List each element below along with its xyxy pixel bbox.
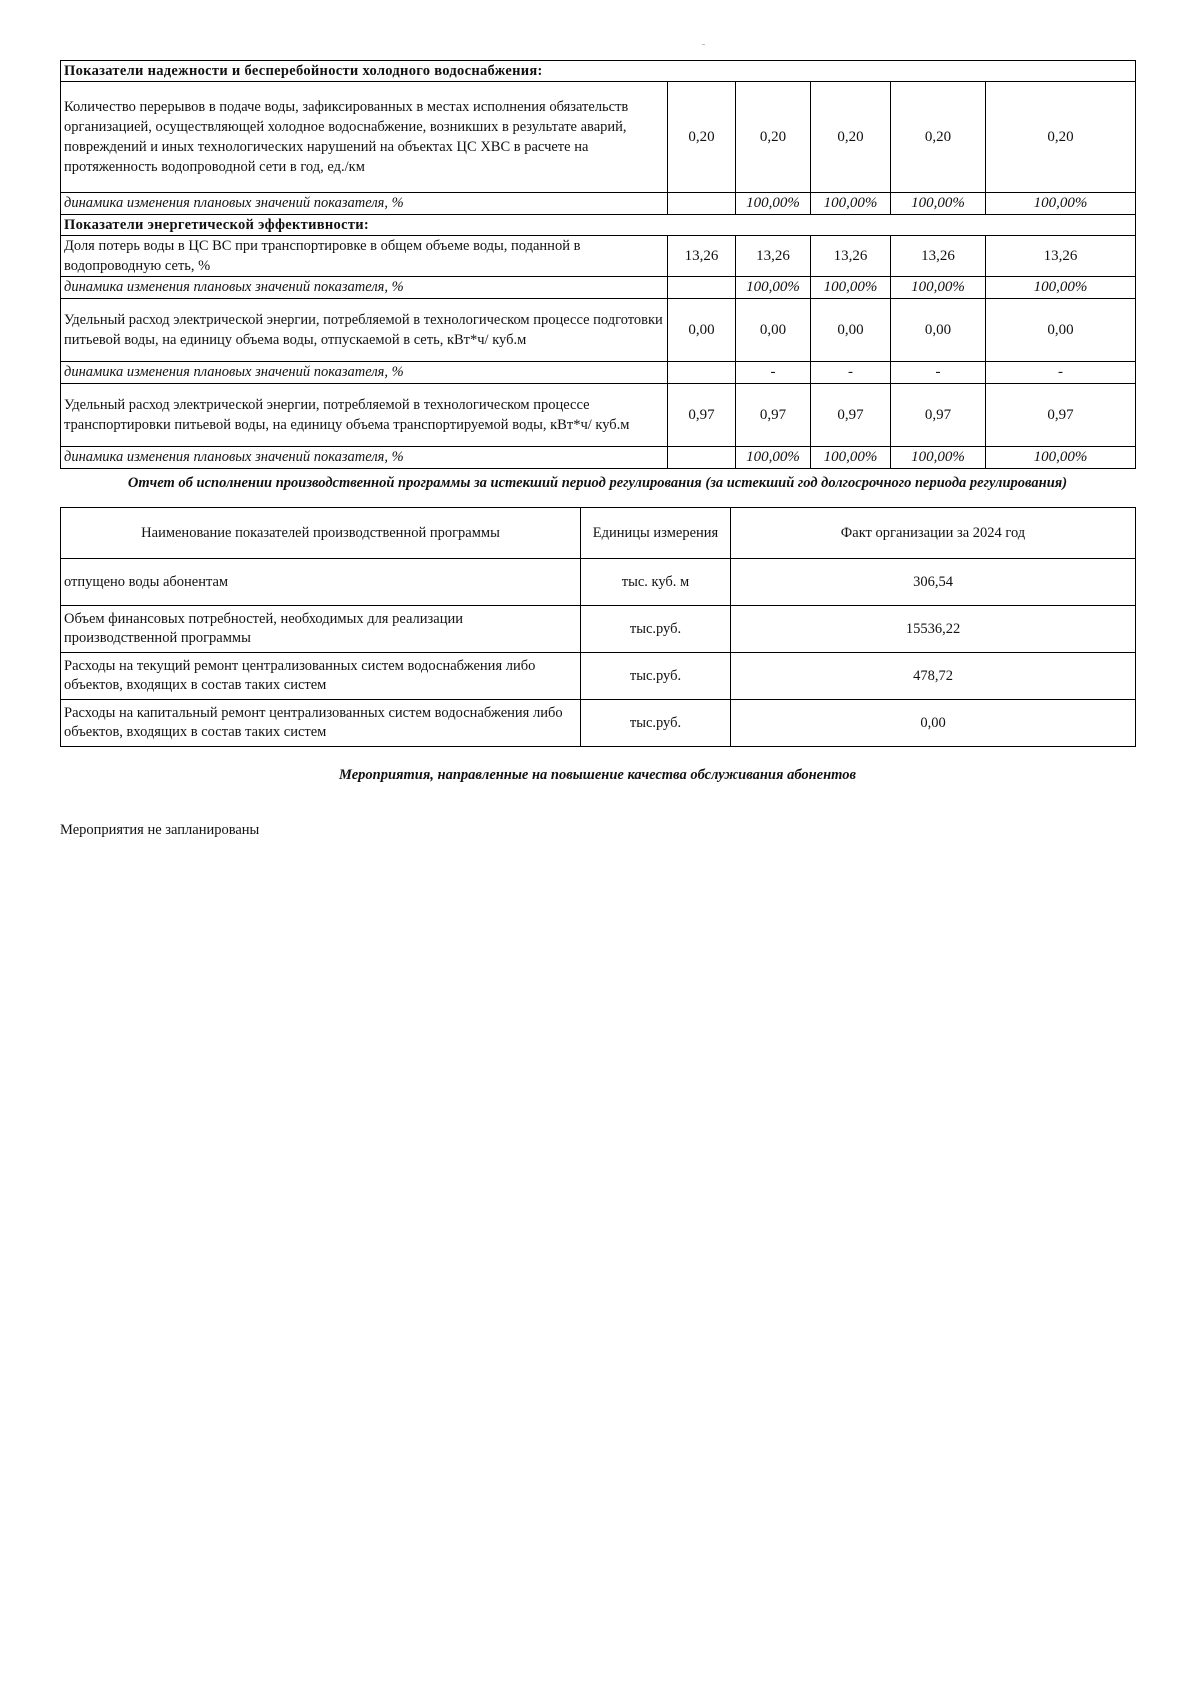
indicator-value: 0,20 [736,82,811,193]
column-header-indicator: Наименование показателей производственной программы [61,508,581,559]
table-row [61,653,1136,700]
dynamics-row [61,193,1136,215]
dynamics-value: 100,00% [986,193,1136,215]
row-unit: тыс.руб. [581,606,731,653]
dynamics-label: динамика изменения плановых значений показателя, % [61,362,668,384]
dynamics-value: 100,00% [811,277,891,299]
dynamics-value: - [891,362,986,384]
measures-text: Мероприятия не запланированы [60,822,260,838]
dynamics-row [61,447,1136,469]
dynamics-value: 100,00% [811,193,891,215]
indicator-value: 0,97 [891,384,986,447]
indicator-value: 0,00 [811,299,891,362]
section-title-reliability: Показатели надежности и бесперебойности холодного водоснабжения: [61,61,1136,82]
dynamics-value [668,362,736,384]
dynamics-row [61,362,1136,384]
section-row-energy [61,215,1136,236]
row-label: Объем финансовых потребностей, необходимых для реализации производственной программы [61,606,581,653]
indicator-value: 13,26 [811,236,891,277]
row-unit: тыс. куб. м [581,559,731,606]
row-label: Расходы на текущий ремонт централизованных систем водоснабжения либо объектов, входящих в состав таких систем [61,653,581,700]
indicator-value: 0,97 [811,384,891,447]
indicator-value: 0,20 [811,82,891,193]
dynamics-value: 100,00% [986,277,1136,299]
dynamics-value [668,193,736,215]
dynamics-value: 100,00% [891,447,986,469]
indicator-value: 13,26 [668,236,736,277]
indicator-label: Доля потерь воды в ЦС ВС при транспортировке в общем объеме воды, поданной в водопроводную сеть, % [61,236,668,277]
dynamics-label: динамика изменения плановых значений показателя, % [61,447,668,469]
column-header-fact: Факт организации за 2024 год [731,508,1136,559]
indicator-value: 13,26 [736,236,811,277]
indicator-row-energy-transport [61,384,1136,447]
indicator-value: 0,97 [736,384,811,447]
indicator-value: 0,00 [736,299,811,362]
table-row [61,559,1136,606]
dynamics-value: - [811,362,891,384]
dynamics-value: 100,00% [736,193,811,215]
row-value: 15536,22 [731,606,1136,653]
row-value: 306,54 [731,559,1136,606]
indicator-value: 0,20 [891,82,986,193]
indicator-value: 0,00 [668,299,736,362]
report-heading: Отчет об исполнении производственной программы за истекший период регулирования (за истекший год долгосрочного периода регулирования) [127,475,1068,491]
indicator-value: 13,26 [986,236,1136,277]
table-header-row [61,508,1136,559]
dynamics-row [61,277,1136,299]
indicator-value: 0,97 [986,384,1136,447]
row-unit: тыс.руб. [581,700,731,747]
dynamics-value: 100,00% [986,447,1136,469]
row-value: 478,72 [731,653,1136,700]
dynamics-value: 100,00% [891,193,986,215]
row-unit: тыс.руб. [581,653,731,700]
indicator-value: 0,97 [668,384,736,447]
table-row [61,606,1136,653]
row-value: 0,00 [731,700,1136,747]
row-label: отпущено воды абонентам [61,559,581,606]
dynamics-value [668,277,736,299]
production-program-table [60,507,1136,747]
dynamics-label: динамика изменения плановых значений показателя, % [61,193,668,215]
dynamics-value: 100,00% [811,447,891,469]
indicator-label: Количество перерывов в подаче воды, зафиксированных в местах исполнения обязательств организацией, осуществляющей холодное водоснабжение, возникших в результате аварий, повреждений и иных технологических нарушений на объектах ЦС ХВС в расчете на протяженность водопроводной сети в год, ед./км [61,82,668,193]
column-header-unit: Единицы измерения [581,508,731,559]
indicator-value: 0,20 [668,82,736,193]
dynamics-value: 100,00% [891,277,986,299]
table-row [61,700,1136,747]
dynamics-value: 100,00% [736,447,811,469]
indicators-table [60,60,1136,469]
indicator-row-water-losses [61,236,1136,277]
dynamics-value [668,447,736,469]
measures-heading: Мероприятия, направленные на повышение качества обслуживания абонентов [339,767,856,783]
section-row-reliability [61,61,1136,82]
indicator-value: 0,20 [986,82,1136,193]
indicator-row-interruptions [61,82,1136,193]
dynamics-value: - [986,362,1136,384]
dynamics-value: 100,00% [736,277,811,299]
indicator-label: Удельный расход электрической энергии, потребляемой в технологическом процессе подготовки питьевой воды, на единицу объема воды, отпускаемой в сеть, кВт*ч/ куб.м [61,299,668,362]
dynamics-label: динамика изменения плановых значений показателя, % [61,277,668,299]
indicator-value: 0,00 [986,299,1136,362]
document-page [60,60,1135,839]
scan-artifact [702,44,705,45]
indicator-row-energy-preparation [61,299,1136,362]
indicator-value: 13,26 [891,236,986,277]
dynamics-value: - [736,362,811,384]
row-label: Расходы на капитальный ремонт централизованных систем водоснабжения либо объектов, входящих в состав таких систем [61,700,581,747]
section-title-energy: Показатели энергетической эффективности: [61,215,1136,236]
indicator-value: 0,00 [891,299,986,362]
indicator-label: Удельный расход электрической энергии, потребляемой в технологическом процессе транспортировки питьевой воды, на единицу объема транспортируемой воды, кВт*ч/ куб.м [61,384,668,447]
